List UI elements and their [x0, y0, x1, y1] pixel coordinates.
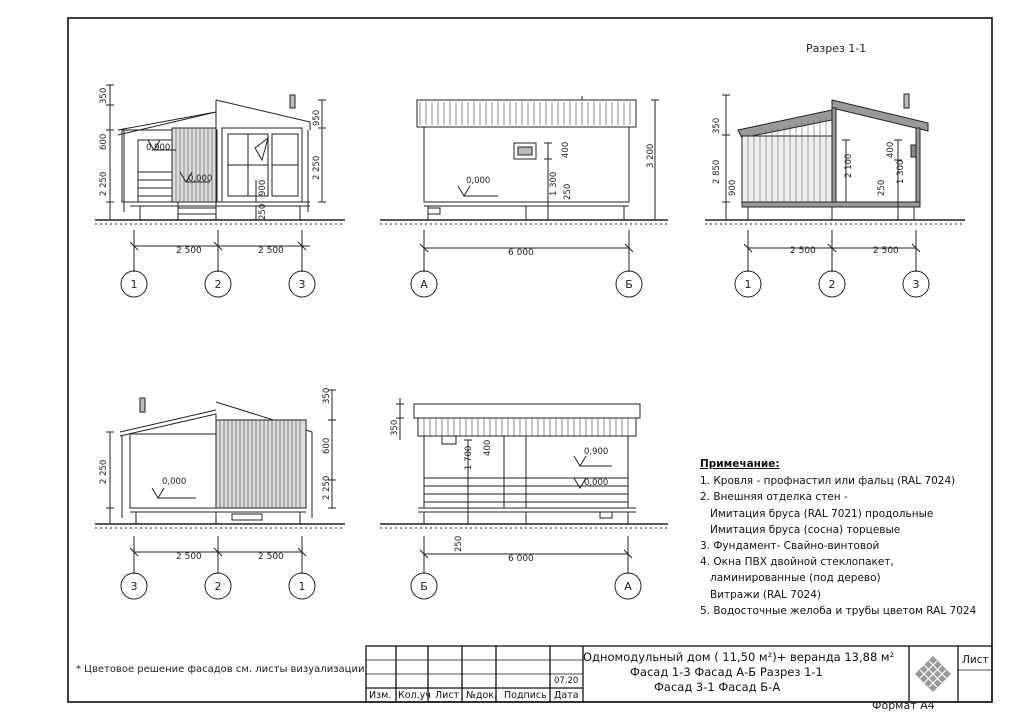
dim-label: 6 000: [508, 248, 534, 258]
dim-label: 350: [390, 419, 400, 436]
note-line: Имитация бруса (сосна) торцевые: [710, 523, 901, 536]
note-line: 3. Фундамент- Свайно-винтовой: [700, 540, 880, 553]
dim-label: 2 250: [312, 155, 322, 180]
dim-label: 6 000: [508, 554, 534, 564]
axis-label: Б: [625, 278, 633, 291]
axis-label: 1: [298, 580, 306, 593]
facade-a-b: [380, 96, 668, 297]
title-col: Подпись: [504, 690, 547, 701]
axis-label: 1: [744, 278, 752, 291]
dim-label: 250: [258, 203, 268, 220]
level-mark: 0,900: [584, 447, 609, 457]
level-mark: 0,000: [466, 176, 491, 186]
title-col: Изм.: [369, 690, 392, 701]
dim-label: 2 100: [844, 153, 854, 178]
facade-3-1: [95, 387, 345, 599]
facade-b-a: [380, 398, 668, 599]
dim-label: 2 500: [873, 246, 899, 256]
note-line: Имитация бруса (RAL 7021) продольные: [710, 507, 934, 520]
facade-1-3: [95, 85, 345, 297]
axis-label: 2: [828, 278, 836, 291]
axis-label: 1: [130, 278, 138, 291]
dim-label: 350: [712, 117, 722, 134]
dim-label: 2 500: [176, 552, 202, 562]
axis-label: 2: [214, 580, 222, 593]
dim-label: 400: [483, 439, 493, 456]
format-label: Формат А4: [872, 699, 935, 712]
note-line: Витражи (RAL 7024): [710, 588, 822, 601]
dim-label: 2 500: [790, 246, 816, 256]
dim-label: 2 500: [176, 246, 202, 256]
dim-label: 2 500: [258, 246, 284, 256]
note-line: 5. Водосточные желоба и трубы цветом RAL 7024: [700, 604, 977, 617]
dim-label: 400: [561, 141, 571, 158]
sheet-label: Лист: [962, 654, 989, 666]
title-line: Одномодульный дом ( 11,50 м²)+ веранда 13,88 м²: [583, 650, 895, 664]
title-line: Фасад 1-3 Фасад А-Б Разрез 1-1: [630, 665, 823, 679]
title-col: Лист: [435, 690, 460, 701]
title-col: №док.: [466, 690, 498, 701]
dim-label: 2 250: [99, 171, 109, 196]
dim-label: 600: [322, 437, 332, 454]
dim-label: 2 850: [712, 159, 722, 184]
note-line: 1. Кровля - профнастил или фальц (RAL 7024): [700, 475, 956, 488]
dim-label: 2 250: [322, 475, 332, 500]
level-mark: 0,000: [584, 478, 609, 488]
axis-label: 3: [912, 278, 920, 291]
dim-label: 350: [322, 387, 332, 404]
dim-label: 250: [877, 179, 887, 196]
level-mark: 0,900: [146, 143, 171, 153]
dim-label: 1 300: [896, 159, 906, 184]
note-line: 2. Внешняя отделка стен -: [700, 491, 848, 504]
axis-label: А: [624, 580, 632, 593]
dim-label: 2 250: [99, 459, 109, 484]
notes-block: [700, 456, 1000, 619]
dim-label: 350: [99, 87, 109, 104]
axis-label: А: [420, 278, 428, 291]
note-line: 4. Окна ПВХ двойной стеклопакет,: [700, 556, 894, 569]
dim-label: 250: [563, 183, 573, 200]
level-mark: 0,000: [188, 174, 213, 184]
axis-label: 3: [130, 580, 138, 593]
logo: [915, 656, 951, 692]
section-1-1: [705, 94, 965, 297]
dim-label: 400: [886, 141, 896, 158]
dim-label: 950: [312, 109, 322, 126]
dim-label: 1 300: [549, 171, 559, 196]
axis-label: 3: [298, 278, 306, 291]
title-line: Фасад 3-1 Фасад Б-А: [654, 680, 781, 694]
dim-label: 2 500: [258, 552, 284, 562]
date-value: 07.20: [554, 676, 579, 686]
dim-label: 1 700: [464, 445, 474, 470]
dim-label: 250: [454, 535, 464, 552]
section-label: Разрез 1-1: [806, 42, 867, 55]
footnote: * Цветовое решение фасадов см. листы визуализации: [76, 664, 365, 675]
dim-label: 900: [728, 179, 738, 196]
title-col: Кол.уч: [398, 690, 431, 701]
level-mark: 0,000: [162, 477, 187, 487]
title-col: Дата: [554, 690, 579, 701]
axis-label: Б: [420, 580, 428, 593]
notes-heading: Примечание:: [700, 458, 780, 470]
note-line: ламинированные (под дерево): [710, 572, 881, 585]
dim-label: 3 200: [646, 143, 656, 168]
axis-label: 2: [214, 278, 222, 291]
dim-label: 900: [258, 179, 268, 196]
dim-label: 600: [99, 133, 109, 150]
